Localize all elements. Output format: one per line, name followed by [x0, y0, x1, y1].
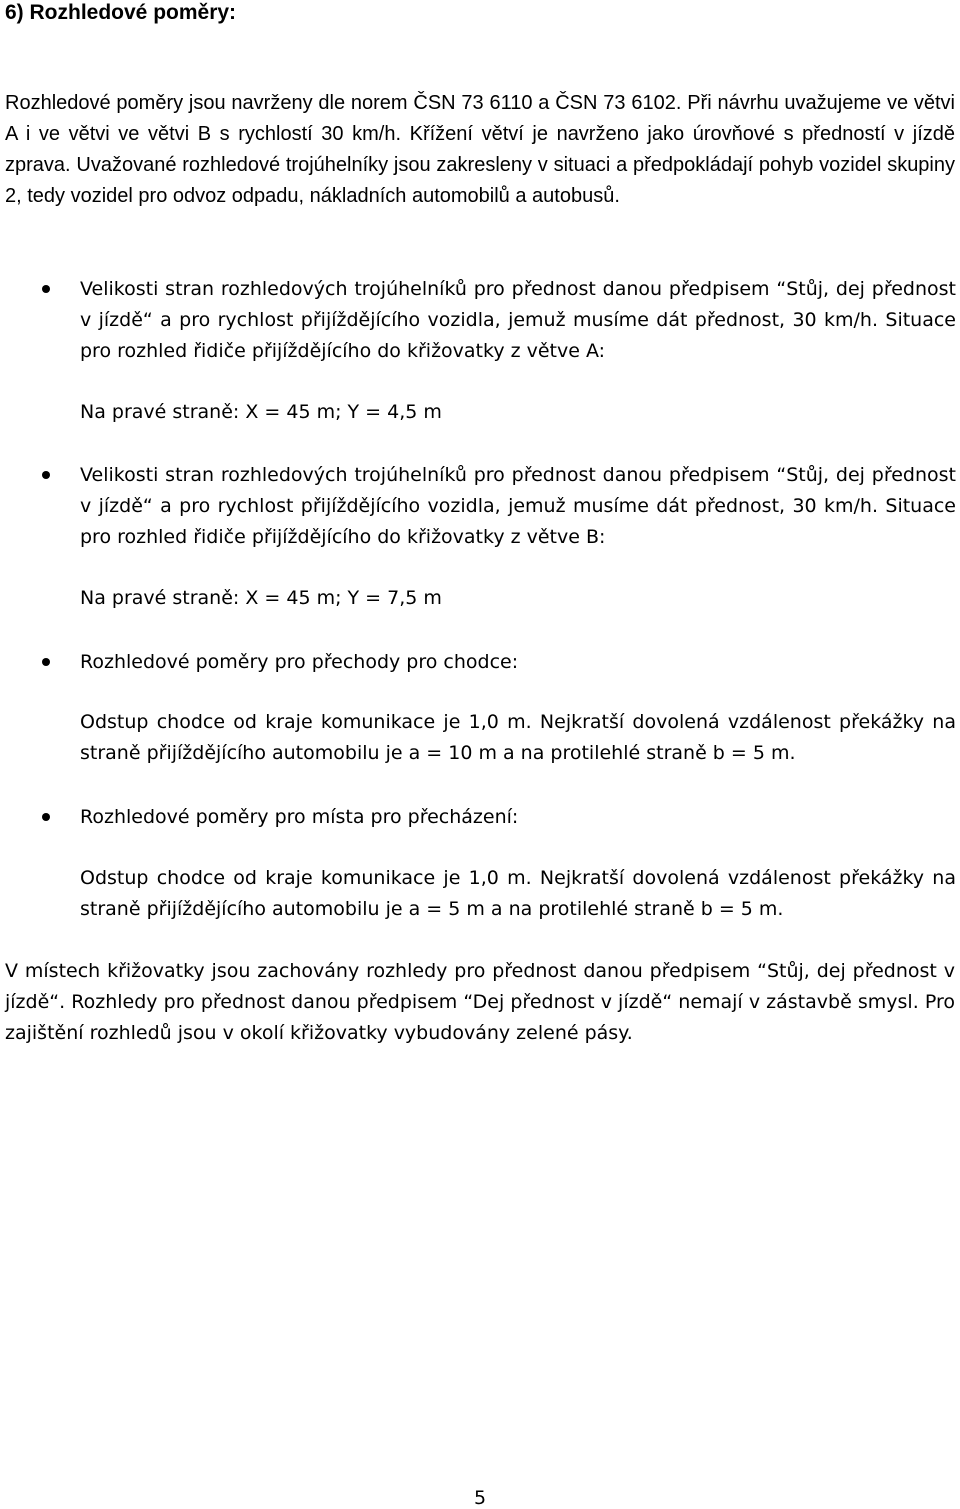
bullet-detail: Odstup chodce od kraje komunikace je 1,0 m. Nejkratší dovolená vzdálenost překážky na straně přijíždějícího automobilu je a = 10 m a na protilehlé straně b = 5 m. [80, 711, 956, 764]
bullet-dot-icon [42, 813, 50, 821]
bullet-detail: Na pravé straně: X = 45 m; Y = 4,5 m [80, 401, 442, 423]
bullet-dot-icon [42, 285, 50, 293]
page-number: 5 [473, 1487, 487, 1509]
bullet-dot-icon [42, 658, 50, 666]
bullet-text: Velikosti stran rozhledových trojúhelníků pro přednost danou předpisem “Stůj, dej přednost v jízdě“ a pro rychlost přijíždějícího vozidla, jemuž musíme dát přednost, 30 km/h. Situace pro rozhled řidiče přijíždějícího do křižovatky z větve B: [80, 464, 956, 548]
section-heading: 6) Rozhledové poměry: [5, 1, 237, 24]
bullet-detail: Na pravé straně: X = 45 m; Y = 7,5 m [80, 587, 442, 609]
bullet-dot-icon [42, 471, 50, 479]
bullet-detail: Odstup chodce od kraje komunikace je 1,0 m. Nejkratší dovolená vzdálenost překážky na straně přijíždějícího automobilu je a = 5 m a na protilehlé straně b = 5 m. [80, 867, 956, 920]
bullet-text: Rozhledové poměry pro přechody pro chodce: [80, 651, 519, 673]
bullet-text: Velikosti stran rozhledových trojúhelníků pro přednost danou předpisem “Stůj, dej přednost v jízdě“ a pro rychlost přijíždějícího vozidla, jemuž musíme dát přednost, 30 km/h. Situace pro rozhled řidiče přijíždějícího do křižovatky z větve A: [80, 278, 956, 362]
bullet-text: Rozhledové poměry pro místa pro přecházení: [80, 806, 519, 828]
closing-paragraph: V místech křižovatky jsou zachovány rozhledy pro přednost danou předpisem “Stůj, dej přednost v jízdě“. Rozhledy pro přednost danou předpisem “Dej přednost v jízdě“ nemají v zástavbě smysl. Pro zajištění rozhledů jsou v okolí křižovatky vybudovány zelené pásy. [5, 960, 955, 1044]
intro-paragraph: Rozhledové poměry jsou navrženy dle norem ČSN 73 6110 a ČSN 73 6102. Při návrhu uvažujeme ve větvi A i ve větvi ve větvi B s rychlostí 30 km/h. Křížení větví je navrženo jako úrovňové s předností v jízdě zprava. Uvažované rozhledové trojúhelníky jsou zakresleny v situaci a předpokládají pohyb vozidel skupiny 2, tedy vozidel pro odvoz odpadu, nákladních automobilů a autobusů. [5, 92, 955, 207]
